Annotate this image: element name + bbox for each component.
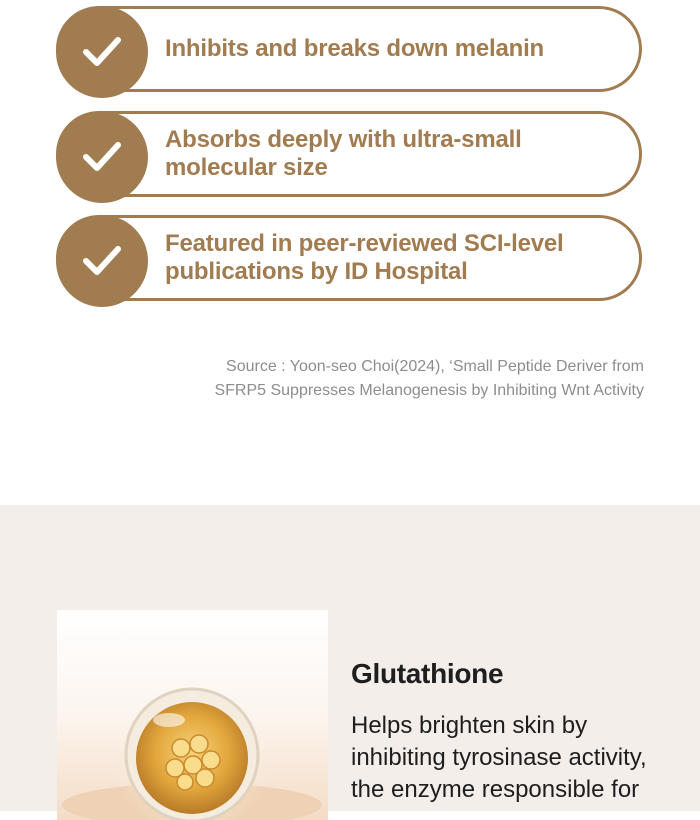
source-citation xyxy=(124,355,644,403)
serum-droplet-illustration xyxy=(57,610,328,820)
ingredient-title: Glutathione xyxy=(351,658,504,689)
checkmark-icon xyxy=(56,6,148,98)
benefit-text: Inhibits and breaks down melanin xyxy=(165,35,544,62)
ingredient-image xyxy=(57,610,328,820)
checkmark-icon xyxy=(56,215,148,307)
ingredient-section xyxy=(0,505,700,811)
ingredient-description: Helps brighten skin by inhibiting tyrosinase activity, the enzyme responsible for xyxy=(351,712,647,803)
benefit-text: Absorbs deeply with ultra-small molecular size xyxy=(165,126,522,181)
benefit-item-publications xyxy=(56,215,642,301)
source-line-1: Source : Yoon-seo Choi(2024), ‘Small Peptide Deriver from xyxy=(226,358,644,375)
benefit-item-absorption xyxy=(56,111,642,197)
checkmark-icon xyxy=(56,111,148,203)
source-line-2: SFRP5 Suppresses Melanogenesis by Inhibiting Wnt Activity xyxy=(214,382,644,399)
benefit-item-melanin xyxy=(56,6,642,92)
benefit-text: Featured in peer-reviewed SCI-level publications by ID Hospital xyxy=(165,230,564,285)
